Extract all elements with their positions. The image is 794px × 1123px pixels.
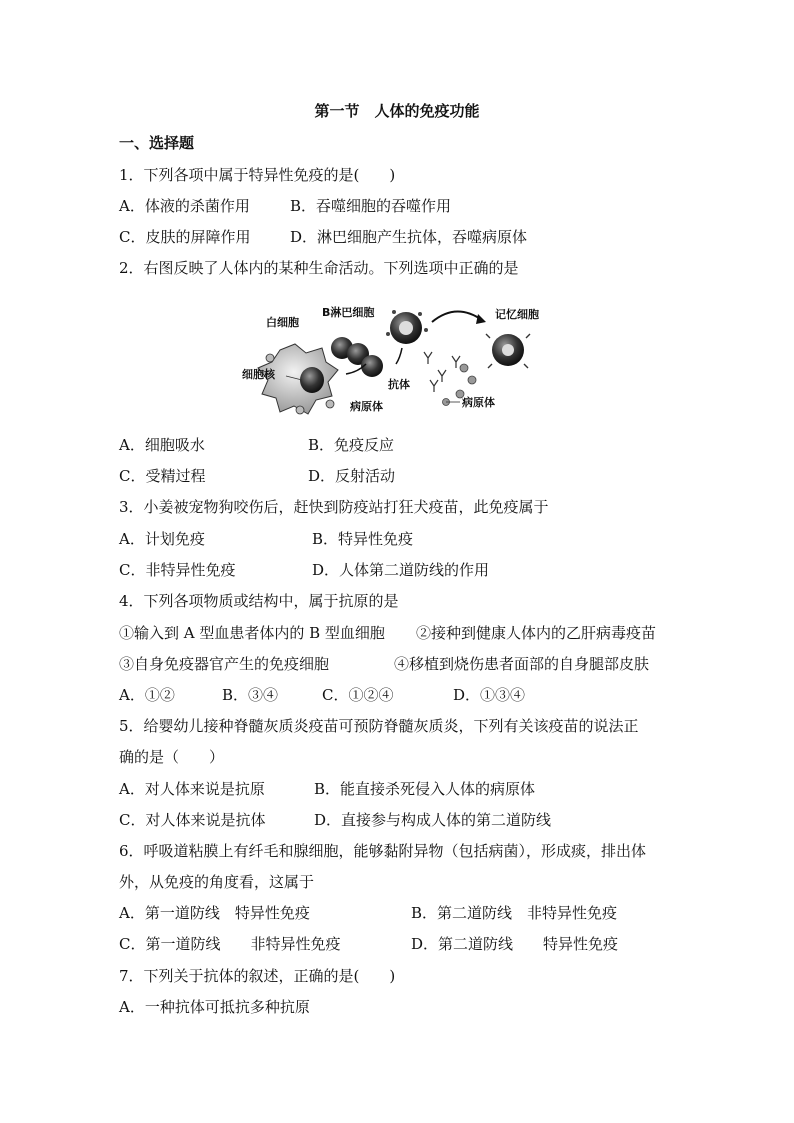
question-6-stem-line-1: 6．呼吸道粘膜上有纤毛和腺细胞，能够黏附异物（包括病菌），形成痰，排出体 (119, 842, 647, 860)
figure-label-pathogen-right: 病原体 (462, 396, 495, 409)
figure-label-memory-cell: 记忆细胞 (495, 308, 539, 321)
antibody-icon (424, 352, 460, 392)
question-4-option-a: A．①② (119, 686, 175, 704)
question-4-item-3: ③自身免疫器官产生的免疫细胞 (119, 655, 330, 673)
section-heading: 一、选择题 (119, 134, 195, 152)
question-5-option-d: D．直接参与构成人体的第二道防线 (314, 811, 552, 829)
arrow-icon (396, 348, 402, 364)
question-4-item-1: ①输入到 A 型血患者体内的 B 型血细胞 (119, 624, 385, 642)
question-1-option-d: D．淋巴细胞产生抗体，吞噬病原体 (290, 228, 528, 246)
question-1-option-c: C．皮肤的屏障作用 (119, 228, 251, 246)
question-4-option-b: B．③④ (222, 686, 279, 704)
question-6-stem-line-2: 外，从免疫的角度看，这属于 (119, 873, 315, 891)
question-3-option-b: B．特异性免疫 (312, 530, 414, 548)
question-4-option-d: D．①③④ (453, 686, 526, 704)
question-4-item-4: ④移植到烧伤患者面部的自身腿部皮肤 (394, 655, 650, 673)
question-2-option-b: B．免疫反应 (308, 436, 395, 454)
question-2-option-d: D．反射活动 (308, 467, 396, 485)
question-6-option-d: D．第二道防线 特异性免疫 (411, 935, 619, 953)
question-5-option-b: B．能直接杀死侵入人体的病原体 (314, 780, 536, 798)
arrow-icon (432, 311, 482, 322)
question-7-stem: 7．下列关于抗体的叙述，正确的是( ) (119, 967, 396, 985)
question-1-option-a: A．体液的杀菌作用 (119, 197, 250, 215)
figure-label-white-cell: 白细胞 (266, 316, 299, 329)
question-7-option-a: A．一种抗体可抵抗多种抗原 (119, 998, 310, 1016)
plasma-cell-icon (386, 310, 428, 344)
cell-nucleus-icon (300, 367, 324, 393)
question-3-option-a: A．计划免疫 (119, 530, 205, 548)
question-4-stem: 4．下列各项物质或结构中，属于抗原的是 (119, 592, 399, 610)
immune-response-diagram (240, 298, 560, 424)
question-3-option-d: D．人体第二道防线的作用 (312, 561, 490, 579)
question-5-stem-line-1: 5．给婴幼儿接种脊髓灰质炎疫苗可预防脊髓灰质炎，下列有关该疫苗的说法正 (119, 717, 639, 735)
page-title: 第一节 人体的免疫功能 (314, 102, 480, 120)
question-5-option-c: C．对人体来说是抗体 (119, 811, 266, 829)
figure-label-pathogen-left: 病原体 (350, 400, 383, 413)
question-3-option-c: C．非特异性免疫 (119, 561, 236, 579)
question-1-option-b: B．吞噬细胞的吞噬作用 (290, 197, 452, 215)
figure-label-b-lymphocyte: B淋巴细胞 (322, 306, 375, 319)
figure-label-antibody: 抗体 (388, 378, 410, 391)
question-4-item-2: ②接种到健康人体内的乙肝病毒疫苗 (416, 624, 657, 642)
question-5-option-a: A．对人体来说是抗原 (119, 780, 265, 798)
question-1-stem: 1．下列各项中属于特异性免疫的是( ) (119, 166, 396, 184)
question-2-option-c: C．受精过程 (119, 467, 206, 485)
question-6-option-c: C．第一道防线 非特异性免疫 (119, 935, 341, 953)
question-4-option-c: C．①②④ (322, 686, 394, 704)
question-2-option-a: A．细胞吸水 (119, 436, 205, 454)
question-6-option-a: A．第一道防线 特异性免疫 (119, 904, 310, 922)
question-6-option-b: B．第二道防线 非特异性免疫 (411, 904, 618, 922)
question-5-stem-line-2: 确的是（ ） (119, 748, 225, 766)
question-3-stem: 3．小姜被宠物狗咬伤后，赶快到防疫站打狂犬疫苗，此免疫属于 (119, 498, 549, 516)
figure-label-nucleus: 细胞核 (242, 368, 275, 381)
memory-cell-icon (486, 334, 530, 368)
question-2-stem: 2．右图反映了人体内的某种生命活动。下列选项中正确的是 (119, 259, 519, 277)
